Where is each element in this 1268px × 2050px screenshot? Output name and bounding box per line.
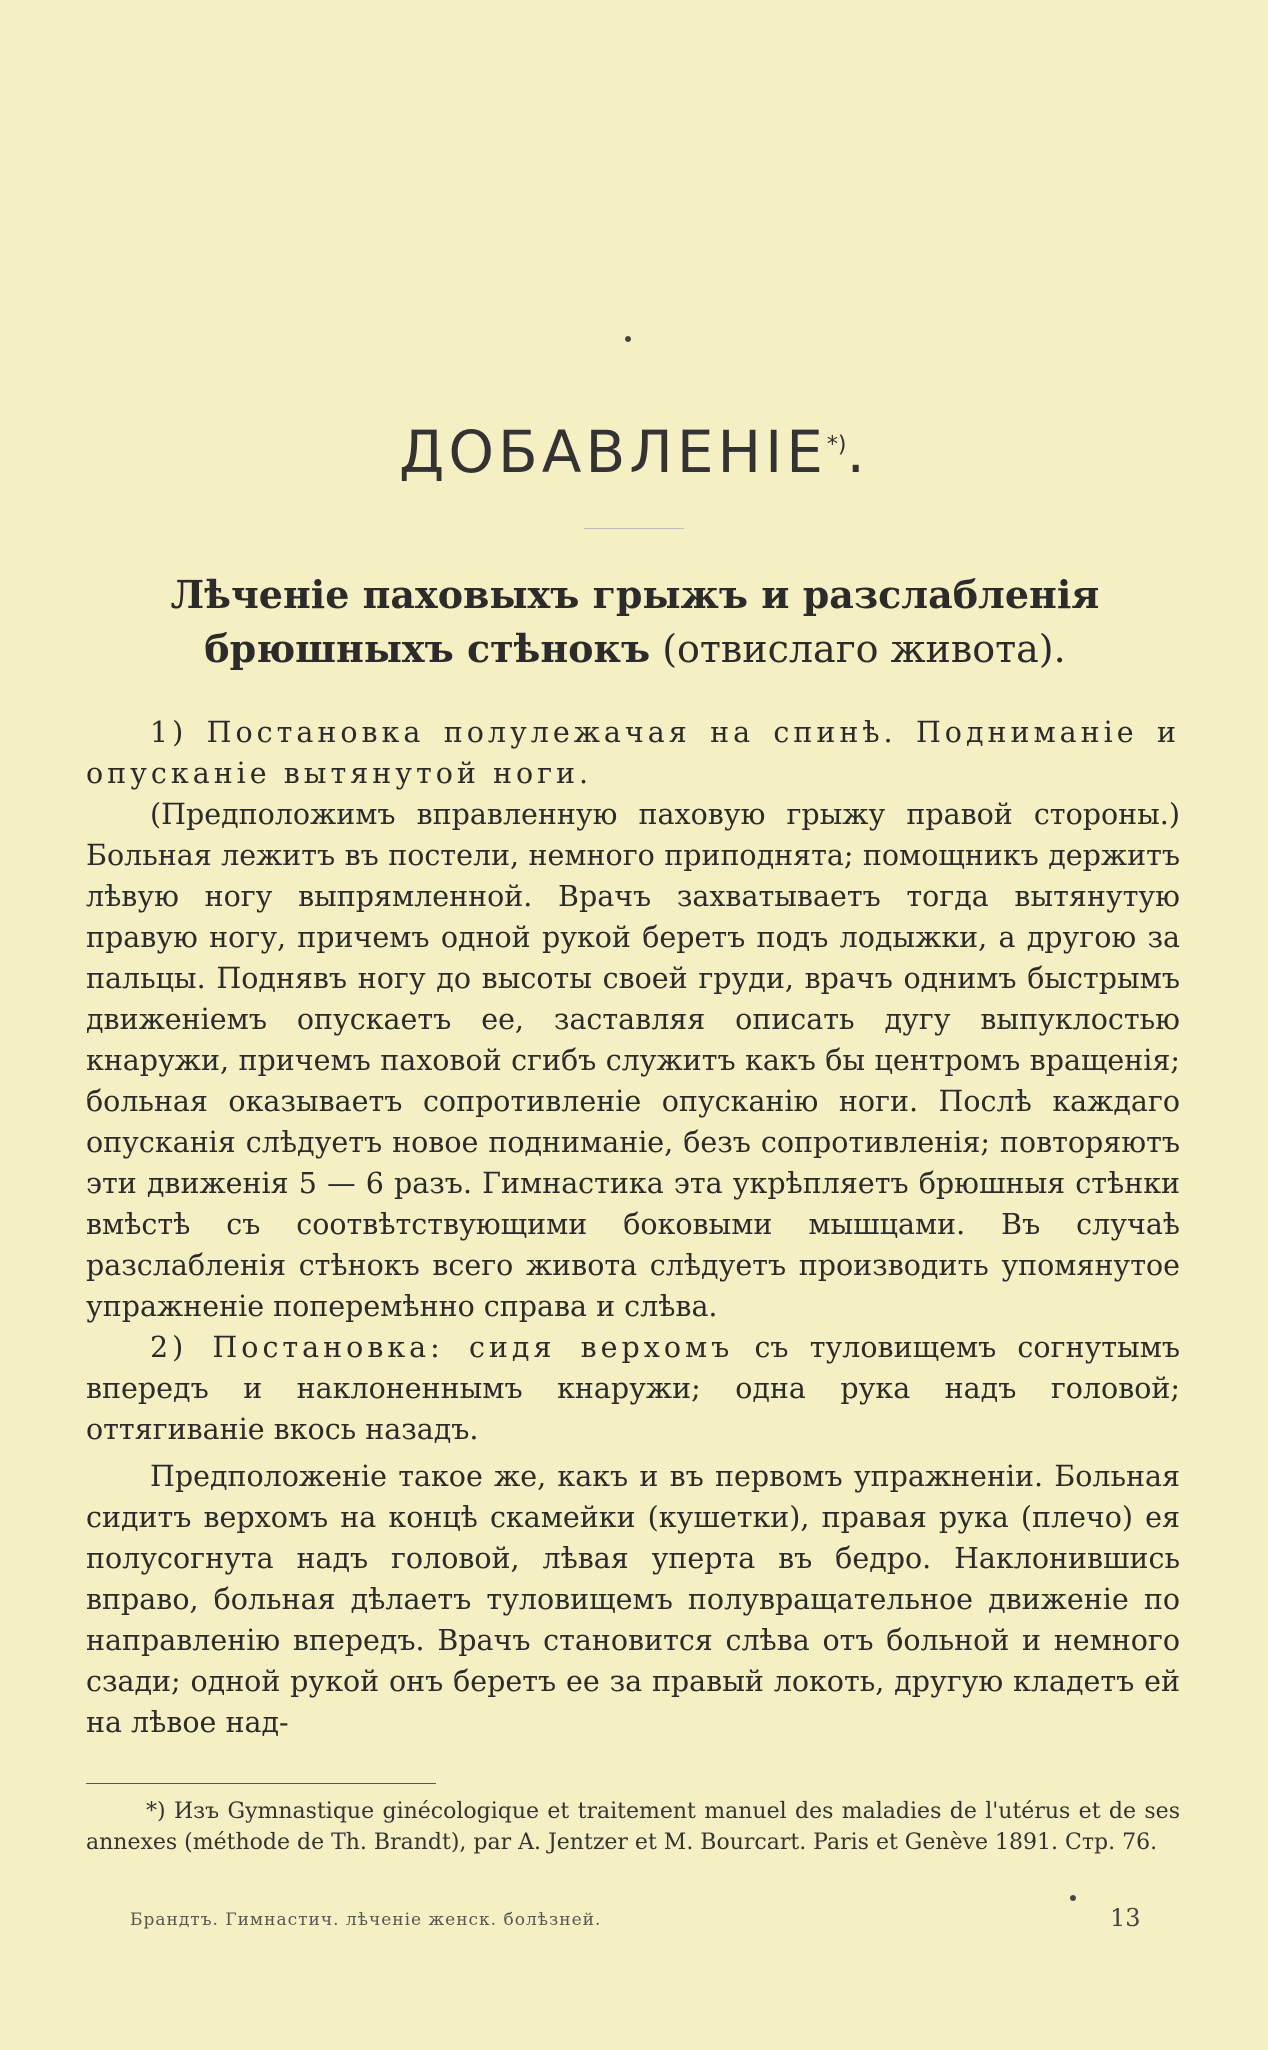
body-text: [86, 712, 1180, 1743]
title-divider: [584, 528, 684, 529]
paragraph-2: 2) Постановка: сидя верхомъ съ туловищемъ согнутымъ впередъ и наклоненнымъ кнаружи; одна рука надъ головой; оттягиванiе вкось назадъ.: [86, 1331, 1180, 1446]
footnote-divider: [86, 1783, 436, 1784]
paragraph-1-lead: 1) Постановка полулежачая на спинѣ. Подниманiе и опусканiе вытянутой ноги.: [86, 716, 1180, 790]
section-heading-line-2: брюшныхъ стѣнокъ (отвислаго живота).: [204, 626, 1066, 671]
paragraph-3: Предположенiе такое же, какъ и въ первомъ упражненiи. Больная сидитъ верхомъ на концѣ скамейки (кушетки), правая рука (плечо) ея полусогнута надъ головой, лѣвая уперта въ бедро. Наклонившись вправо, больная дѣлаетъ туловищемъ полувращательное движенiе по направленiю впередъ. Врачъ становится слѣва отъ больной и немного сзади; одной рукой онъ беретъ ее за правый локоть, другую кладетъ ей на лѣвое над-: [86, 1460, 1180, 1739]
paragraph-1-body: (Предположимъ вправленную паховую грыжу правой стороны.) Больная лежитъ въ постели, немного приподнята; помощникъ держитъ лѣвую ногу выпрямленной. Врачъ захватываетъ тогда вытянутую правую ногу, причемъ одной рукой беретъ подъ лодыжки, а другою за пальцы. Поднявъ ногу до высоты своей груди, врачъ однимъ быстрымъ движенiемъ опускаетъ ее, заставляя описать дугу выпуклостью кнаружи, причемъ паховой сгибъ служитъ какъ бы центромъ вращенiя; больная оказываетъ сопротивленiе опусканiю ноги. Послѣ каждаго опусканiя слѣдуетъ новое подниманiе, безъ сопротивленiя; повторяютъ эти движенiя 5 — 6 разъ. Гимнастика эта укрѣпляетъ брюшныя стѣнки вмѣстѣ съ соотвѣтствующими боковыми мышцами. Въ случаѣ разслабленiя стѣнокъ всего живота слѣдуетъ производить упомянутое упражненiе поперемѣнно справа и слѣва.: [86, 798, 1180, 1323]
print-speck: [1070, 1895, 1076, 1901]
page-number: 13: [1110, 1904, 1141, 1932]
section-heading-line-1: Лѣченiе паховыхъ грыжъ и разслабленiя: [170, 572, 1100, 617]
page-title: ДОБАВЛЕНIЕ*).: [399, 418, 869, 486]
print-speck: [625, 336, 631, 342]
footnote: *) Изъ Gymnastique ginécologique et traitement manuel des maladies de l'utérus et de ses annexes (méthode de Th. Brandt), par A. Jentzer et M. Bourcart. Paris et Genève 1891. Стр. 76.: [86, 1799, 1180, 1855]
running-footer: Брандтъ. Гимнастич. лѣченiе женск. болѣзней.: [130, 1910, 602, 1930]
